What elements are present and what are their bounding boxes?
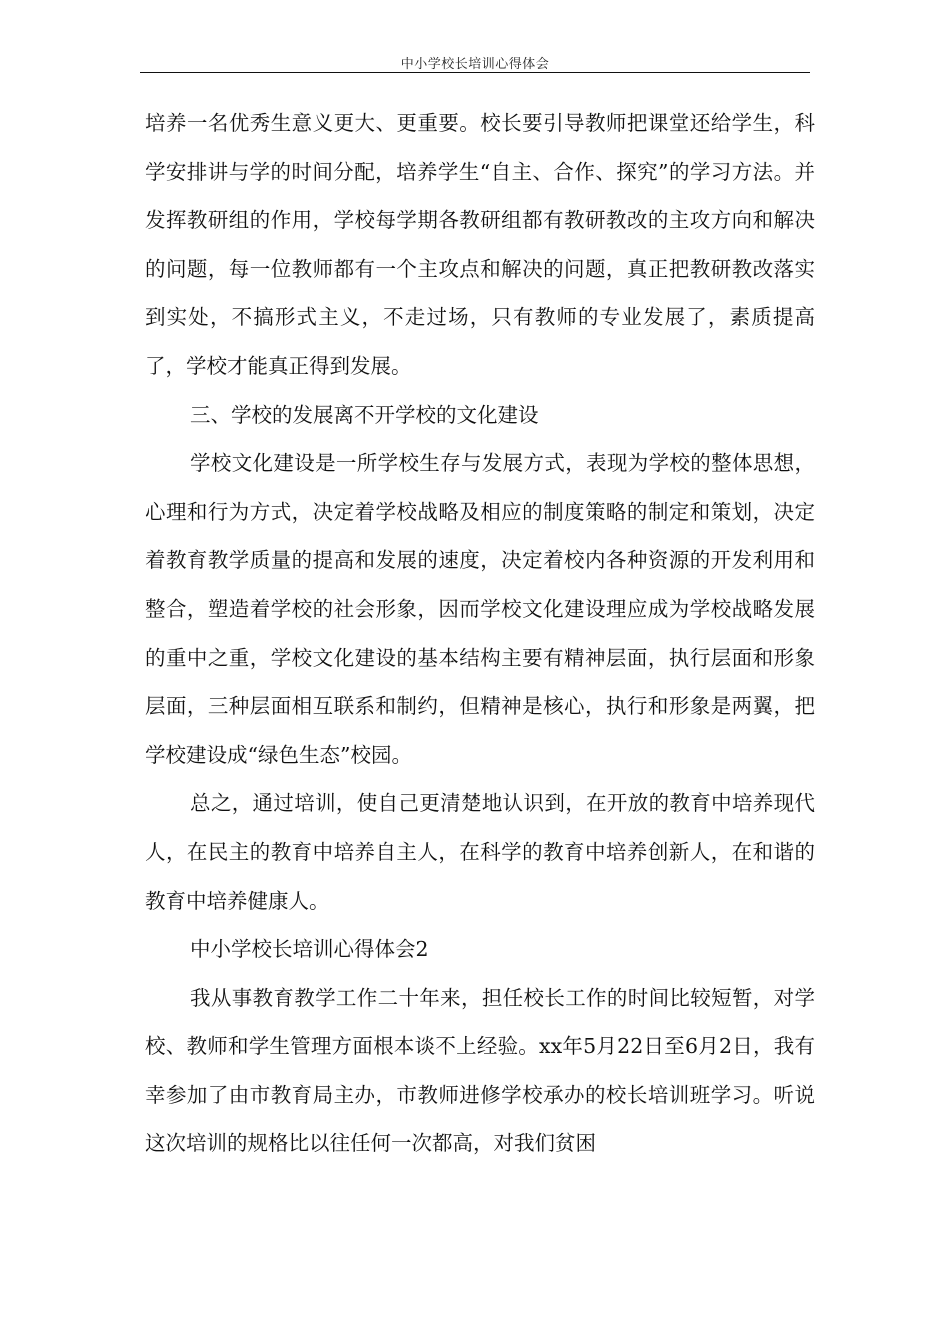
paragraph-continued: 培养一名优秀生意义更大、更重要。校长要引导教师把课堂还给学生，科学安排讲与学的时间分配，培养学生“自主、合作、探究”的学习方法。并发挥教研组的作用，学校每学期各教研组都有教研教改的主攻方向和解决的问题，每一位教师都有一个主攻点和解决的问题，真正把教研教改落实到实处，不搞形式主义，不走过场，只有教师的专业发展了，素质提高了，学校才能真正得到发展。 [145, 111, 815, 378]
paragraph: 总之，通过培训，使自己更清楚地认识到，在开放的教育中培养现代人，在民主的教育中培养自主人，在科学的教育中培养创新人，在和谐的教育中培养健康人。 [145, 791, 815, 913]
paragraph: 学校文化建设是一所学校生存与发展方式，表现为学校的整体思想，心理和行为方式，决定着学校战略及相应的制度策略的制定和策划，决定着教育教学质量的提高和发展的速度，决定着校内各种资源的开发利用和整合，塑造着学校的社会形象，因而学校文化建设理应成为学校战略发展的重中之重，学校文化建设的基本结构主要有精神层面，执行层面和形象层面，三种层面相互联系和制约，但精神是核心，执行和形象是两翼，把学校建设成“绿色生态”校园。 [145, 451, 815, 767]
document-body [145, 99, 815, 1168]
paragraph: 我从事教育教学工作二十年来，担任校长工作的时间比较短暂，对学校、教师和学生管理方面根本谈不上经验。xx年5月22日至6月2日，我有幸参加了由市教育局主办，市教师进修学校承办的校长培训班学习。听说这次培训的规格比以往任何一次都高，对我们贫困 [145, 985, 815, 1156]
header-divider [140, 72, 810, 73]
article-title: 中小学校长培训心得体会2 [190, 937, 429, 962]
running-header-title: 中小学校长培训心得体会 [400, 57, 550, 72]
section-heading: 三、学校的发展离不开学校的文化建设 [190, 402, 539, 427]
